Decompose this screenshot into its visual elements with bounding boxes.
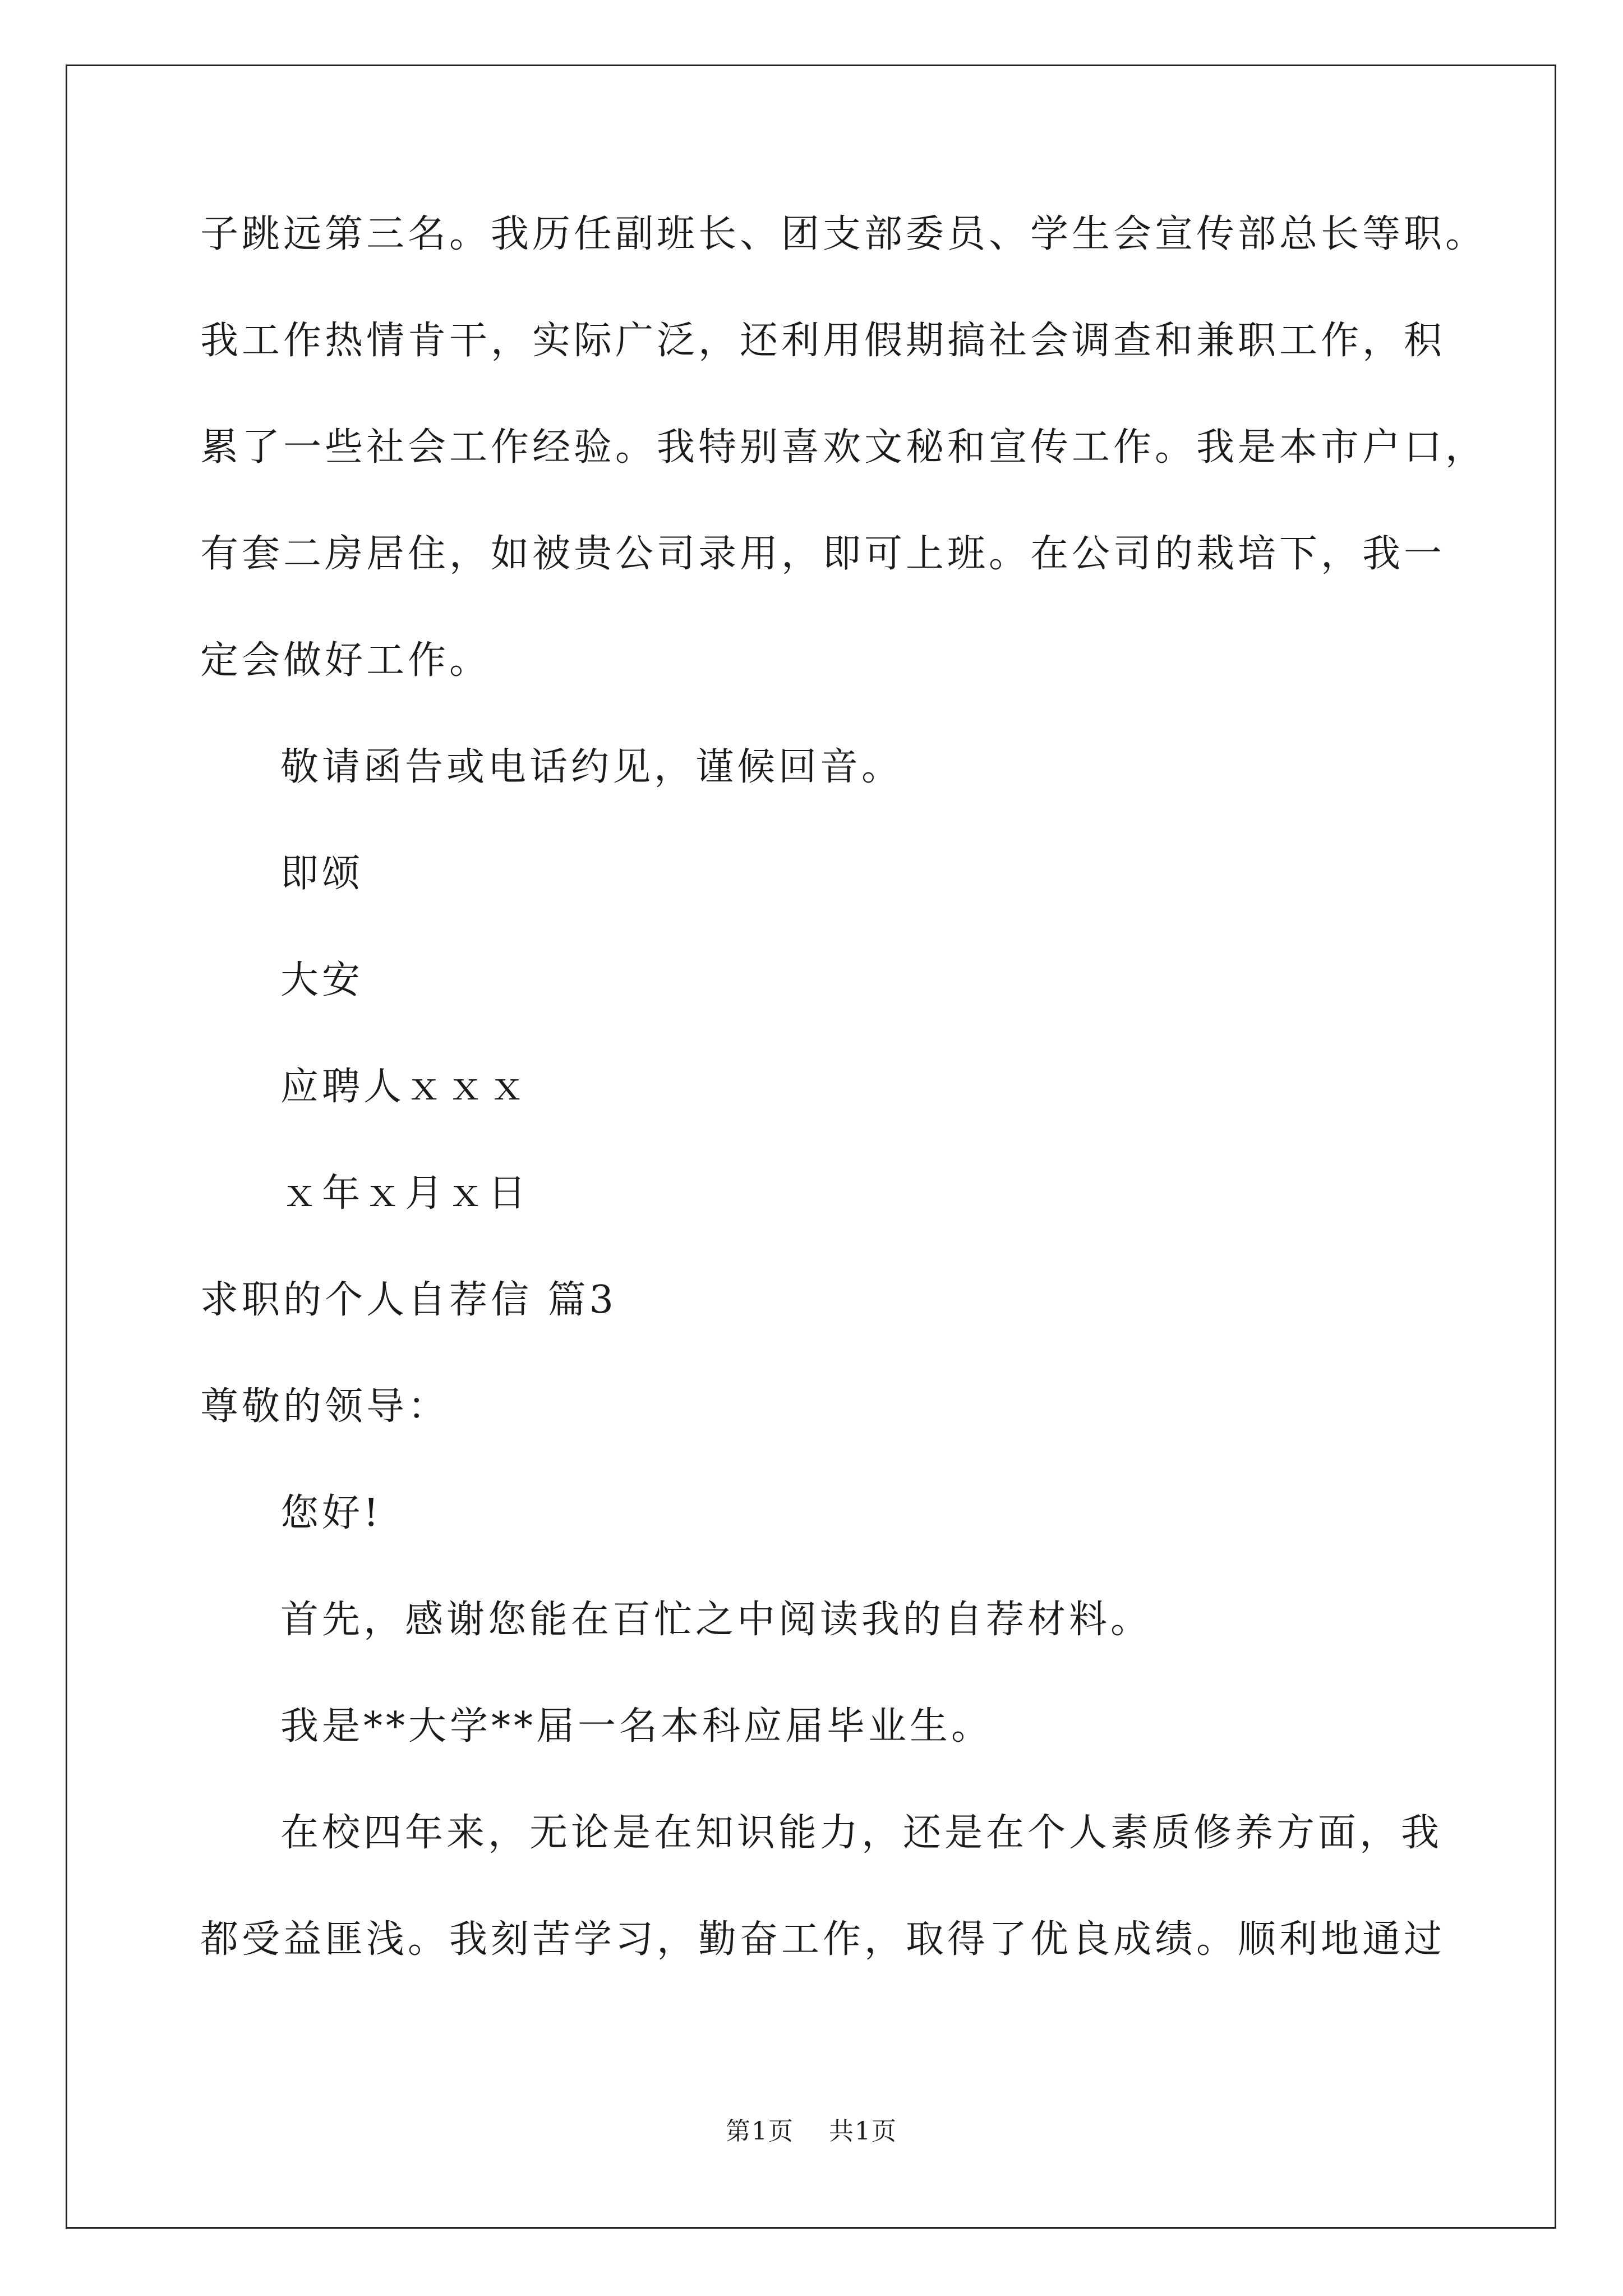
paragraph-line: 子跳远第三名。我历任副班长、团支部委员、学生会宣传部总长等职。 — [200, 212, 1487, 256]
closing-salutation: 即颂 — [280, 852, 364, 896]
letter-greeting: 尊敬的领导： — [200, 1384, 450, 1429]
paragraph-line: 首先，感谢您能在百忙之中阅读我的自荐材料。 — [280, 1598, 1152, 1642]
paragraph-line: 我是**大学**届一名本科应届毕业生。 — [280, 1704, 993, 1749]
page-border — [66, 65, 1556, 2229]
paragraph-line: 定会做好工作。 — [200, 638, 491, 683]
paragraph-line: 有套二房居住，如被贵公司录用，即可上班。在公司的栽培下，我一 — [200, 532, 1446, 576]
closing-request: 敬请函告或电话约见，谨候回音。 — [280, 745, 903, 789]
page-footer — [0, 2115, 1623, 2148]
paragraph-line: 我工作热情肯干，实际广泛，还利用假期搞社会调查和兼职工作，积 — [200, 319, 1446, 363]
page-total: 共1页 — [829, 2117, 897, 2146]
paragraph-line: 累了一些社会工作经验。我特别喜欢文秘和宣传工作。我是本市户口， — [200, 425, 1487, 470]
letter-hello: 您好! — [280, 1491, 382, 1535]
signature-date: ｘ年ｘ月ｘ日 — [280, 1171, 530, 1216]
section-title: 求职的个人自荐信 篇3 — [200, 1278, 617, 1322]
closing-wish: 大安 — [280, 958, 364, 1002]
paragraph-line: 都受益匪浅。我刻苦学习，勤奋工作，取得了优良成绩。顺利地通过 — [200, 1917, 1446, 1962]
applicant-signature: 应聘人ｘｘｘ — [280, 1065, 530, 1109]
page-number: 第1页 — [726, 2117, 794, 2146]
paragraph-line: 在校四年来，无论是在知识能力，还是在个人素质修养方面，我 — [280, 1811, 1443, 1855]
